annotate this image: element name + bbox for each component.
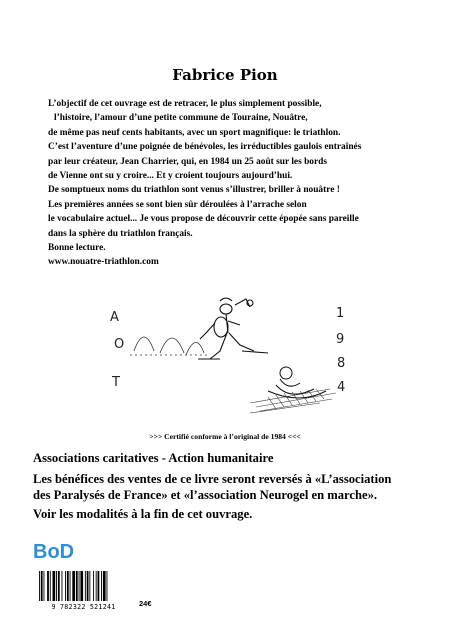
charity-line: des Paralysés de France» et «l’association Neurogel en marche». (33, 488, 378, 502)
swimmer-figure (268, 367, 326, 398)
barcode-bar (79, 571, 80, 601)
barcode-bar (85, 571, 86, 601)
barcode-bar (72, 571, 75, 601)
barcode-number: 9 782322 521241 (51, 603, 116, 611)
blurb-line: C’est l’aventure d’une poignée de bénévoles, les irréductibles gaulois entraînés (48, 142, 362, 153)
barcode-bar (44, 571, 45, 601)
barcode-bar (98, 571, 100, 601)
blurb-line: dans la sphère du triathlon français. (48, 228, 193, 239)
sketch-digit: 8 (337, 356, 346, 371)
sketch-letter: T (112, 375, 120, 390)
barcode-bar (65, 571, 66, 601)
blurb-line: l’histoire, l’amour d’une petite commune de Touraine, Nouâtre, (54, 113, 308, 124)
blurb-line: Les premières années se sont bien sûr déroulées à l’arrache selon (48, 199, 307, 210)
barcode-bar (47, 571, 49, 601)
blurb-line: L’objectif de cet ouvrage est de retracer, le plus simplement possible, (48, 99, 322, 109)
sketch-letter: O (114, 337, 125, 352)
blurb-line: le vocabulaire actuel... Je vous propose de découvrir cette épopée sans pareille (48, 214, 359, 225)
barcode-bar (87, 571, 89, 601)
sketch-digit: 4 (337, 380, 346, 395)
blurb-line: de Vienne ont su y croire... Et y croient toujours aujourd’hui. (48, 171, 293, 182)
blurb-line: par leur créateur, Jean Charrier, qui, en 1984 un 25 août sur les bords (48, 156, 328, 167)
barcode-bar (76, 571, 78, 601)
barcode-bar (62, 571, 63, 601)
runner-figure (198, 298, 268, 359)
sketch-digit: 1 (336, 306, 345, 321)
barcode-bar (58, 571, 60, 601)
publisher-logo: BoD (33, 541, 75, 563)
barcode-bar (89, 571, 90, 601)
certified-note: >>> Certifié conforme à l’original de 1984 <<< (149, 432, 301, 441)
website-link: www.nouatre-triathlon.com (48, 257, 159, 268)
barcode-bar (96, 571, 97, 601)
barcode-bar (67, 571, 69, 601)
barcode-bar (70, 571, 71, 601)
barcode-bars (33, 569, 134, 603)
jump-arc (134, 337, 154, 351)
charity-modalities: Voir les modalités à la fin de cet ouvrage. (33, 507, 253, 521)
barcode-bar (103, 571, 106, 601)
barcode-bar (107, 571, 108, 601)
blurb-line: De somptueux noms du triathlon sont venus s’illustrer, briller à nouâtre ! (48, 185, 340, 196)
barcode-bar (50, 571, 51, 601)
blurb-line: Bonne lecture. (48, 243, 106, 254)
barcode-bar (101, 571, 102, 601)
jump-arc (186, 342, 204, 355)
back-cover-blurb (48, 97, 361, 270)
jump-arc (160, 338, 184, 353)
charity-heading: Associations caritatives - Action humanitaire (33, 451, 274, 465)
barcode-bar (56, 571, 57, 601)
triathlon-sketch (100, 293, 360, 423)
sketch-digit: 9 (336, 332, 345, 347)
charity-text (33, 471, 391, 503)
price: 24€ (139, 599, 152, 608)
barcode-bar (41, 571, 43, 601)
sketch-letter: A (110, 310, 119, 325)
barcode-bar (39, 571, 40, 601)
barcode-bar (80, 571, 83, 601)
charity-line: Les bénéfices des ventes de ce livre seront reversés à «L’association (33, 472, 392, 486)
author-name: Fabrice Pion (172, 66, 278, 84)
barcode-bar (53, 571, 56, 601)
blurb-line: de même pas neuf cents habitants, avec un sport magnifique: le triathlon. (48, 127, 341, 138)
barcode-bar (93, 571, 94, 601)
